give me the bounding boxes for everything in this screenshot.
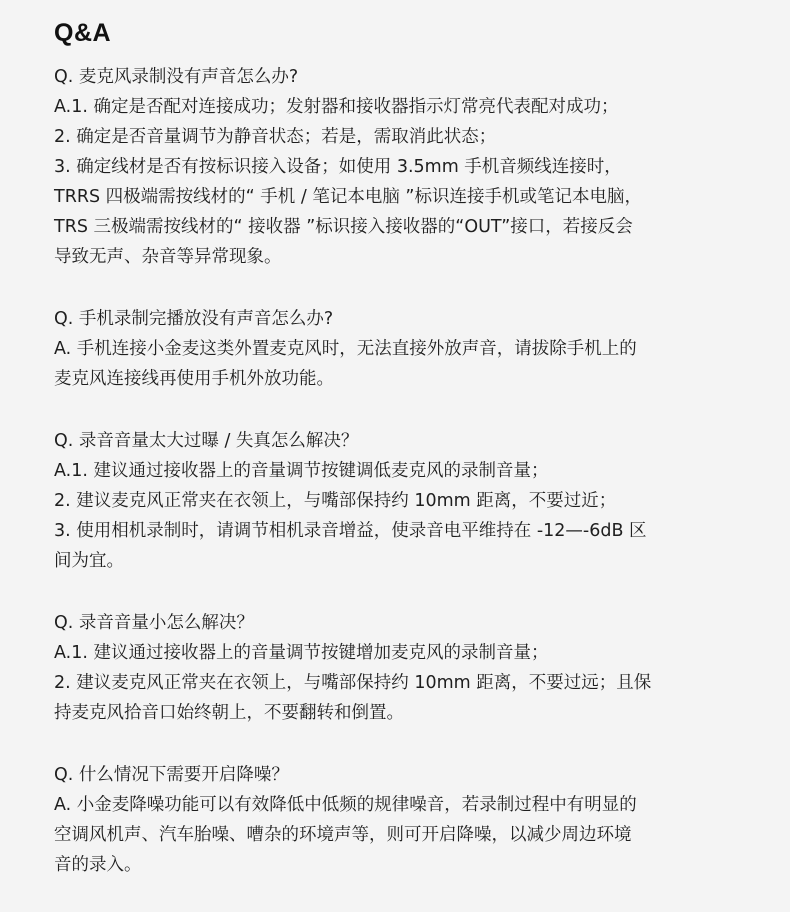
qa-answer-line: 间为宜。 [54,551,124,571]
qa-answer-line: 2. 确定是否音量调节为静音状态；若是，需取消此状态； [54,127,497,147]
qa-answer-line: A. 手机连接小金麦这类外置麦克风时，无法直接外放声音，请拔除手机上的 [54,339,637,359]
qa-answer-line: A.1. 建议通过接收器上的音量调节按键调低麦克风的录制音量； [54,461,549,481]
qa-answer-line: 麦克风连接线再使用手机外放功能。 [54,369,334,389]
qa-question: Q. 录音音量小怎么解决？ [54,613,254,633]
qa-section-volume-too-loud [54,426,754,576]
qa-answer-line: 持麦克风拾音口始终朝上，不要翻转和倒置。 [54,703,404,723]
qa-answer-line: TRRS 四极端需按线材的“ 手机 / 笔记本电脑 ”标识连接手机或笔记本电脑， [54,187,642,207]
qa-section-volume-too-low [54,608,754,728]
qa-question: Q. 录音音量太大过曝 / 失真怎么解决？ [54,431,359,451]
qa-section-no-sound [54,62,754,272]
qa-section-noise-reduction [54,760,754,880]
page-title: Q&A [54,19,112,47]
qa-answer-line: TRS 三极端需按线材的“ 接收器 ”标识接入接收器的“OUT”接口，若接反会 [54,217,633,237]
qa-answer-line: A.1. 确定是否配对连接成功；发射器和接收器指示灯常亮代表配对成功； [54,97,619,117]
qa-answer-line: 3. 确定线材是否有按标识接入设备；如使用 3.5mm 手机音频线连接时， [54,157,622,177]
qa-answer-line: A. 小金麦降噪功能可以有效降低中低频的规律噪音，若录制过程中有明显的 [54,795,637,815]
qa-answer-line: 2. 建议麦克风正常夹在衣领上，与嘴部保持约 10mm 距离，不要过近； [54,491,617,511]
qa-question: Q. 手机录制完播放没有声音怎么办? [54,309,334,329]
qa-answer-line: 音的录入。 [54,855,142,875]
qa-section-phone-playback [54,304,754,394]
qa-answer-line: 2. 建议麦克风正常夹在衣领上，与嘴部保持约 10mm 距离，不要过远；且保 [54,673,652,693]
qa-answer-line: 3. 使用相机录制时，请调节相机录音增益，使录音电平维持在 -12—-6dB 区 [54,521,647,541]
qa-answer-line: 空调风机声、汽车胎噪、嘈杂的环境声等，则可开启降噪，以减少周边环境 [54,825,632,845]
qa-answer-line: A.1. 建议通过接收器上的音量调节按键增加麦克风的录制音量； [54,643,549,663]
qa-question: Q. 什么情况下需要开启降噪？ [54,765,289,785]
qa-question: Q. 麦克风录制没有声音怎么办? [54,67,299,87]
qa-answer-line: 导致无声、杂音等异常现象。 [54,247,282,267]
qa-page [54,16,754,912]
